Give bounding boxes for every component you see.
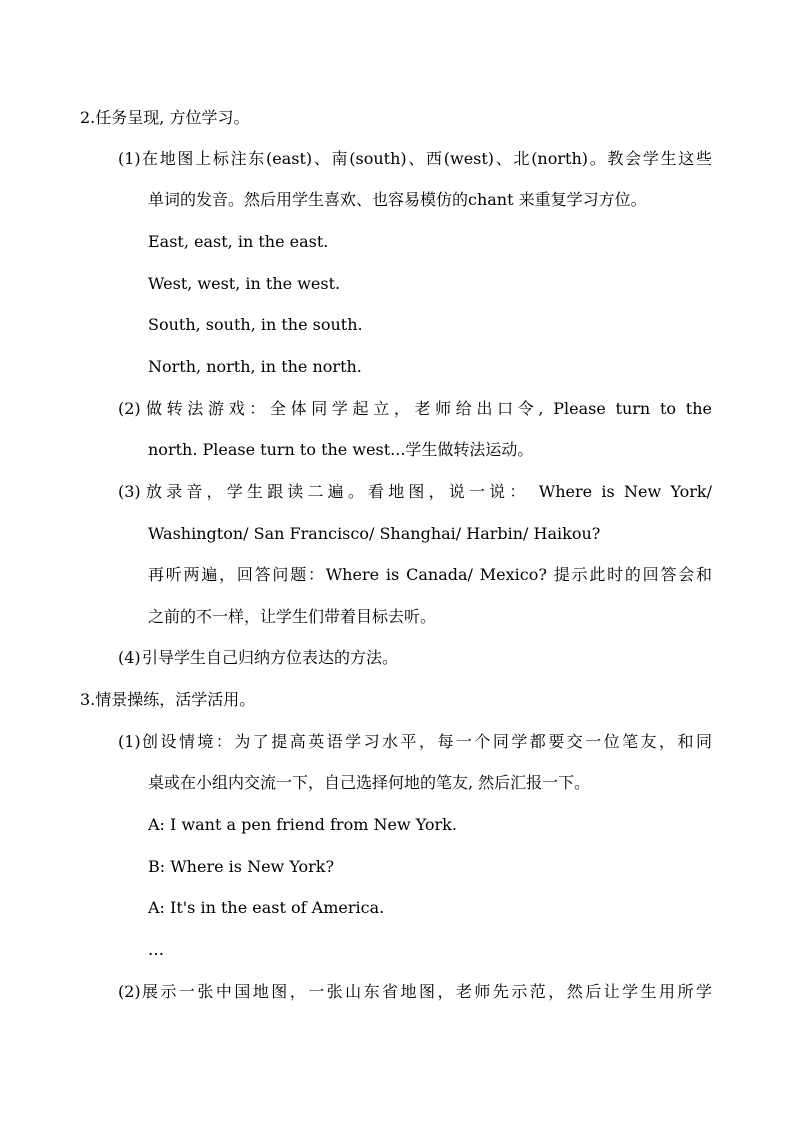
paragraph-line: 单词的发音。然后用学生喜欢、也容易模仿的chant 来重复学习方位。 xyxy=(148,190,647,209)
paragraph-line: 引导学生自己归纳方位表达的方法。 xyxy=(142,648,399,667)
chant-line: North, north, in the north. xyxy=(148,357,362,376)
item-number: (4) xyxy=(118,648,141,667)
dialogue-line: B: Where is New York? xyxy=(148,857,335,876)
chant-line: South, south, in the south. xyxy=(148,315,363,334)
paragraph-line: 再听两遍，回答问题：Where is Canada/ Mexico? 提示此时的回答会和 xyxy=(148,565,712,584)
section-heading-3: 3.情景操练，活学活用。 xyxy=(80,690,256,709)
paragraph-line: 桌或在小组内交流一下，自己选择何地的笔友, 然后汇报一下。 xyxy=(148,773,591,792)
item-number: (1) xyxy=(118,149,141,168)
paragraph-line: 放录音，学生跟读二遍。看地图，说一说： Where is New York/ xyxy=(146,482,712,501)
dialogue-line: A: It's in the east of America. xyxy=(148,898,385,917)
paragraph-line: 做转法游戏：全体同学起立，老师给出口令, Please turn to the xyxy=(146,399,712,418)
chant-line: West, west, in the west. xyxy=(148,274,341,293)
paragraph-line: 创设情境：为了提高英语学习水平，每一个同学都要交一位笔友，和同 xyxy=(142,732,712,751)
dialogue-line: A: I want a pen friend from New York. xyxy=(148,815,457,834)
paragraph-line: 之前的不一样，让学生们带着目标去听。 xyxy=(148,607,437,626)
chant-line: East, east, in the east. xyxy=(148,232,329,251)
paragraph-line: 在地图上标注东(east)、南(south)、西(west)、北(north)。教会学生这些 xyxy=(142,149,712,168)
item-number: (1) xyxy=(118,732,141,751)
item-number: (2) xyxy=(118,982,141,1001)
paragraph-line: north. Please turn to the west...学生做转法运动。 xyxy=(148,440,534,459)
item-number: (3) xyxy=(118,482,141,501)
item-number: (2) xyxy=(118,399,141,418)
paragraph-line: 展示一张中国地图，一张山东省地图，老师先示范，然后让学生用所学 xyxy=(142,982,712,1001)
paragraph-line: Washington/ San Francisco/ Shanghai/ Harbin/ Haikou? xyxy=(148,524,601,543)
section-heading-2: 2.任务呈现, 方位学习。 xyxy=(80,108,250,127)
dialogue-line: … xyxy=(148,940,164,959)
